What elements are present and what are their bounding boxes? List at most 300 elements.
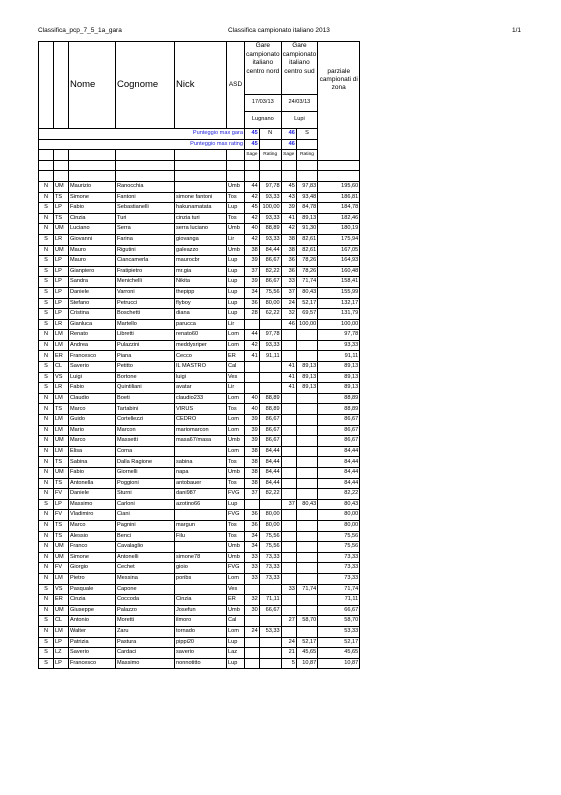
- cell-nick: sabina: [175, 457, 227, 468]
- cell-region: LP: [54, 277, 69, 288]
- sub-blank: [116, 150, 175, 161]
- cell-nick: mariomarcon: [175, 425, 227, 436]
- sub-blank: [39, 150, 54, 161]
- cell-zone: N: [39, 181, 54, 192]
- table-row: [39, 234, 360, 245]
- cell-gara-sud-rating: 89,13: [296, 362, 317, 373]
- cell-first-name: Daniele: [69, 489, 116, 500]
- cell-zone: S: [39, 362, 54, 373]
- cell-asd: Tos: [227, 457, 245, 468]
- cell-gara-sud-rating: [296, 595, 317, 606]
- cell-gara-nord-score: [245, 584, 260, 595]
- cell-asd: Tos: [227, 404, 245, 415]
- cell-region: LP: [54, 256, 69, 267]
- cell-asd: Umb: [227, 181, 245, 192]
- cell-gara-nord-score: 34: [245, 531, 260, 542]
- cell-gara-sud-rating: [296, 542, 317, 553]
- cell-last-name: Pagnini: [116, 520, 175, 531]
- cell-gara-sud-rating: 82,61: [296, 234, 317, 245]
- cell-nick: poribs: [175, 573, 227, 584]
- column-parziale: parziale campionati di zona: [318, 42, 360, 161]
- cell-gara-sud-score: [281, 351, 296, 362]
- cell-asd: Lup: [227, 277, 245, 288]
- cell-gara-nord-score: 39: [245, 277, 260, 288]
- cell-gara-nord-rating: 88,89: [259, 393, 281, 404]
- cell-gara-nord-score: 42: [245, 234, 260, 245]
- cell-region: UM: [54, 436, 69, 447]
- cell-gara-nord-score: 39: [245, 436, 260, 447]
- table-row: [39, 436, 360, 447]
- cell-nick: Josefun: [175, 605, 227, 616]
- cell-parziale: 53,33: [318, 626, 360, 637]
- cell-gara-nord-rating: 84,44: [259, 446, 281, 457]
- column-gara-sud: Gare campionato italiano centro sud: [281, 42, 318, 95]
- cell-parziale: 80,43: [318, 499, 360, 510]
- cell-parziale: 52,17: [318, 637, 360, 648]
- cell-parziale: 86,67: [318, 415, 360, 426]
- table-row: [39, 383, 360, 394]
- cell-gara-sud-rating: 89,13: [296, 213, 317, 224]
- cell-parziale: 155,99: [318, 287, 360, 298]
- cell-nick: margun: [175, 520, 227, 531]
- cell-nick: renato60: [175, 330, 227, 341]
- cell-parziale: 84,44: [318, 478, 360, 489]
- sub-blank: [54, 150, 69, 161]
- cell-parziale: 75,56: [318, 542, 360, 553]
- cell-nick: tornado: [175, 626, 227, 637]
- cell-first-name: Claudio: [69, 393, 116, 404]
- cell-zone: N: [39, 415, 54, 426]
- gap-cell: [39, 171, 54, 182]
- cell-gara-sud-rating: 58,70: [296, 616, 317, 627]
- cell-last-name: Palazzo: [116, 605, 175, 616]
- cell-region: LZ: [54, 648, 69, 659]
- cell-asd: FVG: [227, 510, 245, 521]
- cell-gara-nord-score: 30: [245, 605, 260, 616]
- table-row: [39, 573, 360, 584]
- cell-gara-nord-rating: 80,00: [259, 520, 281, 531]
- cell-last-name: Cavalaglio: [116, 542, 175, 553]
- cell-region: LM: [54, 330, 69, 341]
- cell-nick: cinzia turi: [175, 213, 227, 224]
- cell-nick: simone fantoni: [175, 192, 227, 203]
- cell-region: ER: [54, 351, 69, 362]
- cell-asd: Umb: [227, 552, 245, 563]
- cell-gara-sud-score: 33: [281, 584, 296, 595]
- cell-gara-sud-score: [281, 626, 296, 637]
- cell-first-name: Fabio: [69, 383, 116, 394]
- cell-gara-nord-rating: 97,78: [259, 181, 281, 192]
- cell-last-name: Boschetti: [116, 309, 175, 320]
- cell-zone: S: [39, 616, 54, 627]
- cell-zone: S: [39, 298, 54, 309]
- cell-gara-nord-rating: 86,67: [259, 436, 281, 447]
- gap-cell: [296, 160, 317, 171]
- cell-first-name: Elisa: [69, 446, 116, 457]
- cell-first-name: Mario: [69, 425, 116, 436]
- cell-region: LP: [54, 658, 69, 669]
- cell-gara-nord-rating: 80,00: [259, 510, 281, 521]
- cell-parziale: 80,00: [318, 510, 360, 521]
- gap-cell: [175, 160, 227, 171]
- gara-sud-sage: Sage: [281, 150, 296, 161]
- cell-nick: giovanga: [175, 234, 227, 245]
- cell-first-name: Renato: [69, 330, 116, 341]
- gap-cell: [69, 171, 116, 182]
- gara-nord-max: 45: [245, 129, 260, 140]
- cell-gara-nord-rating: 93,33: [259, 234, 281, 245]
- cell-gara-nord-rating: [259, 616, 281, 627]
- cell-gara-nord-score: 34: [245, 287, 260, 298]
- cell-last-name: Bortone: [116, 372, 175, 383]
- cell-region: LM: [54, 573, 69, 584]
- cell-zone: S: [39, 584, 54, 595]
- cell-region: TS: [54, 457, 69, 468]
- cell-zone: N: [39, 605, 54, 616]
- cell-parziale: 182,46: [318, 213, 360, 224]
- cell-gara-nord-score: 40: [245, 393, 260, 404]
- cell-gara-nord-score: 38: [245, 478, 260, 489]
- cell-gara-sud-rating: [296, 340, 317, 351]
- cell-nick: [175, 446, 227, 457]
- cell-nick: [175, 542, 227, 553]
- cell-gara-sud-score: [281, 425, 296, 436]
- cell-gara-sud-rating: [296, 531, 317, 542]
- cell-gara-nord-rating: 84,44: [259, 457, 281, 468]
- cell-gara-sud-score: 42: [281, 224, 296, 235]
- cell-region: LM: [54, 626, 69, 637]
- cell-gara-nord-rating: 86,67: [259, 425, 281, 436]
- gap-cell: [116, 160, 175, 171]
- cell-gara-sud-score: [281, 510, 296, 521]
- cell-first-name: Francesco: [69, 351, 116, 362]
- cell-gara-sud-rating: [296, 351, 317, 362]
- cell-asd: Lup: [227, 637, 245, 648]
- gap-cell: [259, 160, 281, 171]
- column-asd: ASD: [227, 42, 245, 129]
- table-row: [39, 340, 360, 351]
- cell-gara-nord-score: 37: [245, 489, 260, 500]
- table-row: [39, 605, 360, 616]
- cell-gara-nord-rating: 86,67: [259, 277, 281, 288]
- cell-gara-sud-rating: [296, 573, 317, 584]
- cell-region: LM: [54, 415, 69, 426]
- cell-gara-nord-rating: 53,33: [259, 626, 281, 637]
- cell-nick: CEDRO: [175, 415, 227, 426]
- cell-first-name: Luigi: [69, 372, 116, 383]
- table-row: [39, 224, 360, 235]
- cell-last-name: Massetti: [116, 436, 175, 447]
- cell-last-name: Libretti: [116, 330, 175, 341]
- cell-first-name: Pasquale: [69, 584, 116, 595]
- cell-region: TS: [54, 213, 69, 224]
- cell-zone: S: [39, 309, 54, 320]
- cell-region: TS: [54, 404, 69, 415]
- cell-nick: [175, 181, 227, 192]
- cell-gara-sud-score: 43: [281, 192, 296, 203]
- cell-gara-nord-score: 41: [245, 351, 260, 362]
- table-row: [39, 330, 360, 341]
- table-row: [39, 457, 360, 468]
- cell-parziale: 132,17: [318, 298, 360, 309]
- cell-parziale: 88,89: [318, 404, 360, 415]
- cell-nick: meddysriper: [175, 340, 227, 351]
- table-row: [39, 351, 360, 362]
- cell-gara-nord-rating: 82,22: [259, 266, 281, 277]
- cell-gara-sud-rating: 78,26: [296, 256, 317, 267]
- cell-parziale: 160,48: [318, 266, 360, 277]
- cell-zone: S: [39, 499, 54, 510]
- cell-gara-sud-score: [281, 340, 296, 351]
- cell-parziale: 180,19: [318, 224, 360, 235]
- cell-first-name: Guido: [69, 415, 116, 426]
- table-row: [39, 446, 360, 457]
- cell-nick: claudio233: [175, 393, 227, 404]
- max-gara-label: Punteggio max gara: [39, 129, 245, 140]
- cell-region: VS: [54, 372, 69, 383]
- cell-zone: N: [39, 510, 54, 521]
- cell-region: UM: [54, 552, 69, 563]
- cell-gara-nord-score: [245, 362, 260, 373]
- cell-gara-nord-rating: 84,44: [259, 478, 281, 489]
- cell-region: LR: [54, 383, 69, 394]
- document-title: Classifica campionato italiano 2013: [228, 27, 330, 34]
- gara-nord-rating: Rating: [259, 150, 281, 161]
- cell-region: CL: [54, 616, 69, 627]
- cell-nick: pippi20: [175, 637, 227, 648]
- cell-gara-sud-rating: [296, 478, 317, 489]
- cell-asd: Lom: [227, 446, 245, 457]
- cell-gara-nord-score: 36: [245, 298, 260, 309]
- cell-gara-nord-score: 33: [245, 552, 260, 563]
- cell-gara-sud-rating: [296, 404, 317, 415]
- cell-asd: Umb: [227, 605, 245, 616]
- cell-last-name: Quintiliani: [116, 383, 175, 394]
- cell-region: FV: [54, 489, 69, 500]
- gap-cell: [318, 171, 360, 182]
- cell-first-name: Pietro: [69, 573, 116, 584]
- cell-first-name: Antonella: [69, 478, 116, 489]
- cell-gara-nord-score: 40: [245, 404, 260, 415]
- cell-gara-nord-score: 42: [245, 340, 260, 351]
- cell-zone: N: [39, 542, 54, 553]
- cell-first-name: Alessio: [69, 531, 116, 542]
- ranking-table: [38, 41, 360, 669]
- cell-gara-sud-rating: [296, 468, 317, 479]
- cell-nick: simone78: [175, 552, 227, 563]
- cell-parziale: 73,33: [318, 563, 360, 574]
- cell-first-name: Giorgio: [69, 563, 116, 574]
- cell-nick: Nikita: [175, 277, 227, 288]
- cell-zone: S: [39, 266, 54, 277]
- cell-gara-nord-score: 33: [245, 563, 260, 574]
- cell-gara-sud-score: 41: [281, 383, 296, 394]
- cell-gara-sud-score: [281, 468, 296, 479]
- cell-nick: dani987: [175, 489, 227, 500]
- cell-asd: Tos: [227, 213, 245, 224]
- cell-zone: N: [39, 340, 54, 351]
- cell-gara-sud-rating: 89,13: [296, 383, 317, 394]
- cell-asd: Umb: [227, 542, 245, 553]
- cell-asd: Lup: [227, 266, 245, 277]
- cell-last-name: Messina: [116, 573, 175, 584]
- cell-gara-sud-score: 37: [281, 287, 296, 298]
- cell-gara-nord-rating: 73,33: [259, 563, 281, 574]
- cell-gara-sud-rating: 52,17: [296, 298, 317, 309]
- gara-nord-date: 17/03/13: [245, 95, 282, 112]
- cell-last-name: Giornelli: [116, 468, 175, 479]
- cell-parziale: 80,00: [318, 520, 360, 531]
- cell-first-name: Gianluca: [69, 319, 116, 330]
- gap-cell: [54, 160, 69, 171]
- cell-gara-nord-rating: [259, 362, 281, 373]
- cell-region: LM: [54, 446, 69, 457]
- page-number: 1/1: [512, 27, 522, 34]
- cell-gara-nord-score: 32: [245, 595, 260, 606]
- cell-gara-nord-score: 39: [245, 425, 260, 436]
- cell-last-name: Cardaci: [116, 648, 175, 659]
- cell-gara-nord-score: 28: [245, 309, 260, 320]
- cell-last-name: Capone: [116, 584, 175, 595]
- table-row: [39, 468, 360, 479]
- table-row: [39, 415, 360, 426]
- cell-parziale: 66,67: [318, 605, 360, 616]
- cell-parziale: 58,70: [318, 616, 360, 627]
- cell-gara-nord-rating: 80,00: [259, 298, 281, 309]
- cell-gara-sud-rating: 80,43: [296, 287, 317, 298]
- cell-asd: Lup: [227, 658, 245, 669]
- cell-gara-nord-rating: 100,00: [259, 203, 281, 214]
- cell-nick: gioio: [175, 563, 227, 574]
- cell-last-name: Ciancamerla: [116, 256, 175, 267]
- cell-region: UM: [54, 245, 69, 256]
- cell-gara-nord-score: 39: [245, 415, 260, 426]
- table-row: [39, 616, 360, 627]
- cell-gara-nord-rating: 75,56: [259, 287, 281, 298]
- cell-asd: Lom: [227, 330, 245, 341]
- cell-asd: Umb: [227, 224, 245, 235]
- cell-nick: saverio: [175, 648, 227, 659]
- cell-first-name: Simone: [69, 552, 116, 563]
- cell-gara-sud-score: 33: [281, 277, 296, 288]
- cell-gara-sud-score: [281, 478, 296, 489]
- cell-gara-nord-rating: 93,33: [259, 213, 281, 224]
- cell-nick: [175, 510, 227, 521]
- max-rating-label: Punteggio max rating: [39, 139, 245, 150]
- cell-region: LP: [54, 266, 69, 277]
- cell-first-name: Fabio: [69, 203, 116, 214]
- cell-gara-sud-score: [281, 457, 296, 468]
- table-row: [39, 362, 360, 373]
- cell-parziale: 164,93: [318, 256, 360, 267]
- cell-asd: Laz: [227, 648, 245, 659]
- cell-region: UM: [54, 181, 69, 192]
- table-row: [39, 372, 360, 383]
- cell-gara-nord-rating: 71,11: [259, 595, 281, 606]
- cell-zone: N: [39, 520, 54, 531]
- cell-last-name: Massimo: [116, 658, 175, 669]
- cell-parziale: 186,81: [318, 192, 360, 203]
- cell-nick: masa67/masa: [175, 436, 227, 447]
- cell-first-name: Stefano: [69, 298, 116, 309]
- cell-first-name: Vladimiro: [69, 510, 116, 521]
- table-row: [39, 563, 360, 574]
- cell-gara-sud-score: [281, 436, 296, 447]
- cell-gara-sud-score: 46: [281, 319, 296, 330]
- cell-asd: ER: [227, 351, 245, 362]
- cell-gara-sud-rating: [296, 425, 317, 436]
- gap-cell: [281, 171, 296, 182]
- table-row: [39, 637, 360, 648]
- cell-region: UM: [54, 224, 69, 235]
- cell-region: ER: [54, 595, 69, 606]
- cell-gara-sud-rating: 84,78: [296, 203, 317, 214]
- cell-parziale: 86,67: [318, 425, 360, 436]
- cell-gara-sud-rating: 69,57: [296, 309, 317, 320]
- ranking-rows: [39, 181, 360, 668]
- cell-nick: Cecco: [175, 351, 227, 362]
- cell-region: LM: [54, 425, 69, 436]
- cell-gara-sud-score: [281, 542, 296, 553]
- cell-gara-nord-rating: 88,89: [259, 224, 281, 235]
- cell-asd: Lup: [227, 499, 245, 510]
- cell-gara-sud-score: [281, 330, 296, 341]
- cell-gara-sud-score: 32: [281, 309, 296, 320]
- cell-first-name: Giovanni: [69, 234, 116, 245]
- cell-gara-nord-score: [245, 383, 260, 394]
- cell-gara-nord-score: [245, 499, 260, 510]
- cell-asd: Lom: [227, 626, 245, 637]
- table-row: [39, 595, 360, 606]
- cell-last-name: Menichelli: [116, 277, 175, 288]
- column-nome: Nome: [69, 42, 116, 129]
- cell-gara-nord-score: 42: [245, 213, 260, 224]
- cell-gara-sud-rating: 71,74: [296, 277, 317, 288]
- cell-parziale: 89,13: [318, 362, 360, 373]
- cell-gara-nord-rating: 73,33: [259, 552, 281, 563]
- cell-gara-nord-rating: [259, 584, 281, 595]
- cell-gara-nord-rating: [259, 383, 281, 394]
- table-row: [39, 298, 360, 309]
- cell-gara-nord-rating: 93,33: [259, 340, 281, 351]
- cell-zone: S: [39, 383, 54, 394]
- cell-parziale: 10,87: [318, 658, 360, 669]
- cell-zone: N: [39, 489, 54, 500]
- cell-asd: Lup: [227, 309, 245, 320]
- cell-asd: FVG: [227, 563, 245, 574]
- cell-parziale: 131,79: [318, 309, 360, 320]
- cell-gara-sud-score: 38: [281, 234, 296, 245]
- cell-asd: Lom: [227, 425, 245, 436]
- cell-asd: ER: [227, 595, 245, 606]
- cell-first-name: Walter: [69, 626, 116, 637]
- cell-gara-sud-score: 36: [281, 256, 296, 267]
- cell-gara-nord-rating: 62,22: [259, 309, 281, 320]
- cell-gara-nord-score: 33: [245, 573, 260, 584]
- cell-parziale: 73,33: [318, 552, 360, 563]
- cell-gara-nord-score: 38: [245, 245, 260, 256]
- cell-last-name: Cechet: [116, 563, 175, 574]
- table-row: [39, 520, 360, 531]
- cell-gara-sud-score: 45: [281, 181, 296, 192]
- cell-last-name: Ciani: [116, 510, 175, 521]
- cell-gara-sud-rating: [296, 415, 317, 426]
- table-row: [39, 266, 360, 277]
- cell-zone: N: [39, 595, 54, 606]
- cell-gara-nord-score: 36: [245, 520, 260, 531]
- cell-gara-sud-rating: [296, 510, 317, 521]
- cell-gara-sud-rating: 45,65: [296, 648, 317, 659]
